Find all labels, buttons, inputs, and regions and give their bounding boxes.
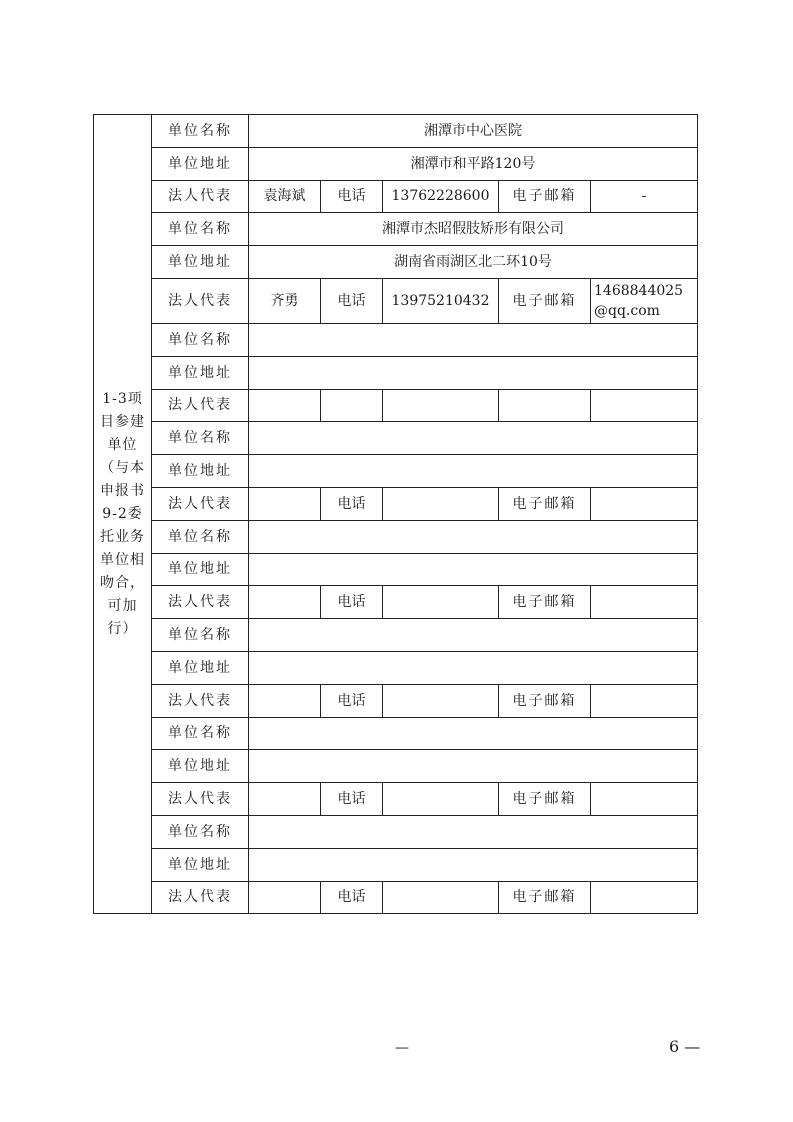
email-value xyxy=(591,487,698,520)
legal-rep-value xyxy=(249,487,321,520)
phone-label: 电话 xyxy=(321,881,383,914)
unit-address-label: 单位地址 xyxy=(152,455,249,488)
email-value: 1468844025@qq.com xyxy=(591,278,698,323)
unit-name-value xyxy=(249,520,698,553)
legal-rep-value xyxy=(249,783,321,816)
phone-value: 13762228600 xyxy=(383,180,499,213)
footer-dash: — xyxy=(395,1040,409,1056)
unit-5-rep-row xyxy=(94,586,698,619)
unit-7-rep-row xyxy=(94,783,698,816)
unit-1-name-row xyxy=(94,115,698,148)
unit-name-value xyxy=(249,422,698,455)
unit-name-label: 单位名称 xyxy=(152,619,249,652)
phone-value xyxy=(383,487,499,520)
unit-3-rep-row xyxy=(94,389,698,422)
side-label: 1-3项目参建单位（与本申报书9-2委托业务单位相吻合，可加行） xyxy=(94,115,152,914)
phone-value xyxy=(383,783,499,816)
email-value xyxy=(591,881,698,914)
unit-7-name-row xyxy=(94,717,698,750)
unit-4-address-row xyxy=(94,455,698,488)
email-value xyxy=(591,783,698,816)
unit-1-address-row xyxy=(94,147,698,180)
legal-rep-label: 法人代表 xyxy=(152,487,249,520)
unit-address-label: 单位地址 xyxy=(152,147,249,180)
legal-rep-value xyxy=(249,881,321,914)
legal-rep-value xyxy=(249,586,321,619)
phone-label: 电话 xyxy=(321,180,383,213)
unit-address-label: 单位地址 xyxy=(152,553,249,586)
participating-units-table xyxy=(93,114,698,914)
email-label-empty xyxy=(499,389,591,422)
phone-value xyxy=(383,684,499,717)
email-value xyxy=(591,586,698,619)
email-label: 电子邮箱 xyxy=(499,586,591,619)
legal-rep-value: 齐勇 xyxy=(249,278,321,323)
email-label: 电子邮箱 xyxy=(499,684,591,717)
unit-6-name-row xyxy=(94,619,698,652)
phone-value xyxy=(383,881,499,914)
email-value xyxy=(591,389,698,422)
unit-3-name-row xyxy=(94,323,698,356)
legal-rep-label: 法人代表 xyxy=(152,180,249,213)
unit-7-address-row xyxy=(94,750,698,783)
unit-address-value: 湘潭市和平路120号 xyxy=(249,147,698,180)
unit-name-label: 单位名称 xyxy=(152,815,249,848)
phone-label: 电话 xyxy=(321,278,383,323)
phone-label: 电话 xyxy=(321,487,383,520)
unit-address-label: 单位地址 xyxy=(152,651,249,684)
unit-address-value xyxy=(249,750,698,783)
email-label: 电子邮箱 xyxy=(499,278,591,323)
unit-2-name-row xyxy=(94,213,698,246)
phone-label: 电话 xyxy=(321,586,383,619)
email-value: - xyxy=(591,180,698,213)
unit-name-label: 单位名称 xyxy=(152,323,249,356)
unit-8-address-row xyxy=(94,848,698,881)
unit-5-name-row xyxy=(94,520,698,553)
email-value xyxy=(591,684,698,717)
email-label: 电子邮箱 xyxy=(499,783,591,816)
legal-rep-value: 袁海斌 xyxy=(249,180,321,213)
unit-name-value xyxy=(249,619,698,652)
unit-8-rep-row xyxy=(94,881,698,914)
legal-rep-label: 法人代表 xyxy=(152,881,249,914)
phone-value xyxy=(383,389,499,422)
unit-name-label: 单位名称 xyxy=(152,422,249,455)
legal-rep-label: 法人代表 xyxy=(152,783,249,816)
unit-name-label: 单位名称 xyxy=(152,717,249,750)
phone-label: 电话 xyxy=(321,684,383,717)
unit-name-label: 单位名称 xyxy=(152,213,249,246)
unit-name-value: 湘潭市杰昭假肢矫形有限公司 xyxy=(249,213,698,246)
unit-5-address-row xyxy=(94,553,698,586)
unit-4-rep-row xyxy=(94,487,698,520)
unit-address-label: 单位地址 xyxy=(152,246,249,279)
email-label: 电子邮箱 xyxy=(499,487,591,520)
unit-address-label: 单位地址 xyxy=(152,848,249,881)
phone-label: 电话 xyxy=(321,783,383,816)
phone-label-empty xyxy=(321,389,383,422)
unit-name-value: 湘潭市中心医院 xyxy=(249,115,698,148)
unit-3-address-row xyxy=(94,356,698,389)
unit-address-value xyxy=(249,356,698,389)
unit-1-rep-row xyxy=(94,180,698,213)
unit-address-value xyxy=(249,553,698,586)
email-label: 电子邮箱 xyxy=(499,881,591,914)
email-label: 电子邮箱 xyxy=(499,180,591,213)
legal-rep-label: 法人代表 xyxy=(152,586,249,619)
legal-rep-value xyxy=(249,389,321,422)
unit-address-value: 湖南省雨湖区北二环10号 xyxy=(249,246,698,279)
phone-value xyxy=(383,586,499,619)
page-number: 6 — xyxy=(669,1037,701,1056)
unit-2-rep-row xyxy=(94,278,698,323)
unit-address-label: 单位地址 xyxy=(152,356,249,389)
unit-address-value xyxy=(249,455,698,488)
unit-4-name-row xyxy=(94,422,698,455)
unit-name-label: 单位名称 xyxy=(152,520,249,553)
unit-8-name-row xyxy=(94,815,698,848)
unit-name-label: 单位名称 xyxy=(152,115,249,148)
unit-2-address-row xyxy=(94,246,698,279)
unit-name-value xyxy=(249,323,698,356)
unit-6-address-row xyxy=(94,651,698,684)
unit-address-value xyxy=(249,848,698,881)
phone-value: 13975210432 xyxy=(383,278,499,323)
unit-name-value xyxy=(249,815,698,848)
legal-rep-label: 法人代表 xyxy=(152,278,249,323)
unit-name-value xyxy=(249,717,698,750)
legal-rep-value xyxy=(249,684,321,717)
unit-address-value xyxy=(249,651,698,684)
legal-rep-label: 法人代表 xyxy=(152,389,249,422)
unit-address-label: 单位地址 xyxy=(152,750,249,783)
unit-6-rep-row xyxy=(94,684,698,717)
legal-rep-label: 法人代表 xyxy=(152,684,249,717)
